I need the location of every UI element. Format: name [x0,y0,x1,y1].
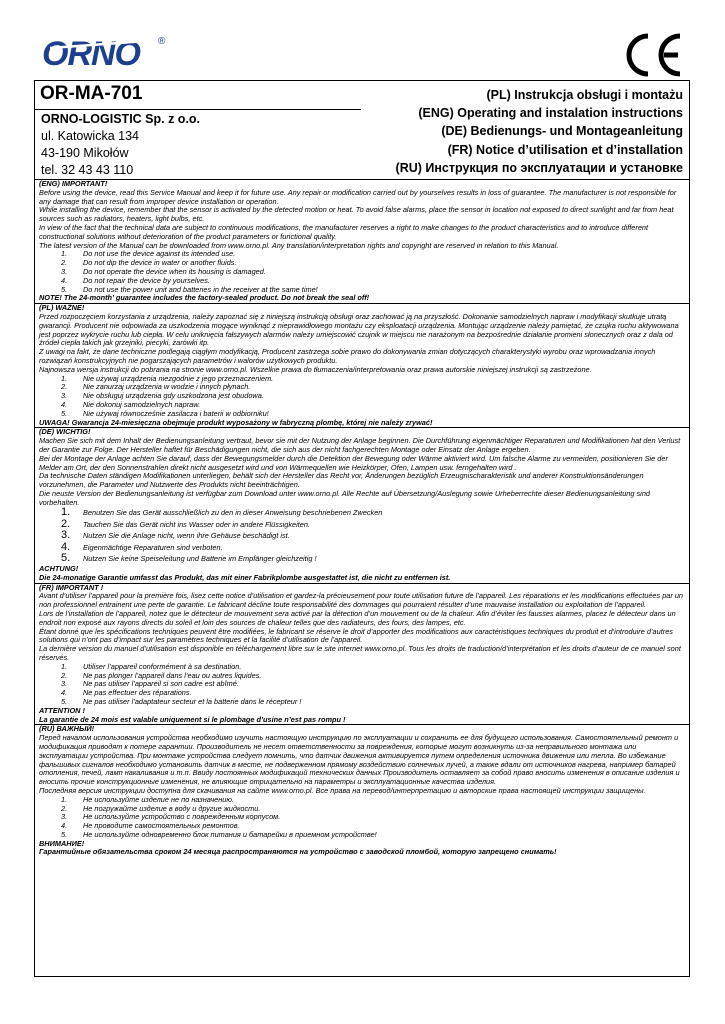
warranty-note: La garantie de 24 mois est valable uniquement si le plombage d’usine n’est pas rompu ! [39,714,346,724]
list-item: 1. Utiliser l’appareil conformément à sa destination. [61,661,242,671]
list-item: 5. Do not use the power unit and batteries in the receiver at the same time! [61,284,318,294]
list-item: 3. Nutzen Sie die Anlage nicht, wenn ihre Gehäuse beschädigt ist. [61,529,290,542]
title-de: (DE) Bedienungs- und Montageanleitung [441,124,683,139]
list-item: 5. Nutzen Sie keine Speiseleitung und Batterie im Empfänger gleichzeitig ! [61,552,317,565]
list-item: 3. Не используйте устройство с поврежденным корпусом. [61,812,281,822]
list-item: 5. Nie używaj równocześnie zasilacza i baterii w odbiorniku! [61,408,269,418]
list-item: 4. Nie dokonuj samodzielnych napraw. [61,399,201,409]
section-pl [35,304,689,428]
paragraph: Przed rozpoczęciem korzystania z urządzenia, należy zapoznać się z niniejszą instrukcją obsługi oraz zachować ją na przyszłość. Dokonanie samodzielnych napraw i modyfikacji skutkuje utratą gwarancji. Producent nie odpowiada za uszkodzenia mogące wyniknąć z nieprawidłowego montażu czy eksploatacji urządzenia. Montując urządzenie należy pamiętać, że czujka ruchu aktywowana jest poprzez wykrycie ruchu lub ciepła. W celu uniknięcia fałszywych alarmów należy umiejscowić czujnik w miejscu nie narażonym na bezpośrednie działanie promieni słonecznych oraz z dala od źródeł ciepła takich jak grzejniki, piecyki, żarówki itp. [39,311,679,348]
list-item: 3. Nie obsługuj urządzenia gdy uszkodzona jest obudowa. [61,391,264,401]
warranty-note: Гарантийные обязательства сроком 24 месяца распространяются на устройство с заводской пломбой, которую запрещено снимать! [39,847,557,857]
model-number: OR-MA-701 [40,83,143,104]
paragraph: Z uwagi na fakt, że dane techniczne podlegają ciągłym modyfikacją, Producent zastrzega sobie prawo do dokonywania zmian dotyczących charakterystyki wyrobu oraz wprowadzania innych rozwiązań konstrukcyjnych nie pogarszających parametrów i walorów użytkowych produktu. [39,347,656,365]
section-heading: (DE) WICHTIG! [39,427,91,437]
paragraph: Перед началом использования устройства необходимо изучить настоящую инструкцию по эксплуатации и сохранить ее для будущего использования. Самостоятельный ремонт и модификация приводят к потере гарантии. Производитель не несет ответственности за повреждения, которые могут возникнуть из-за неправильного монтажа или эксплуатации устройства. При монтаже устройства следует помнить, что датчик движения активируется путем определения источника движения или тепла. Во избежание фальшивых сигналов необходимо установить датчик в месте, не подверженном прямому воздействию солнечных лучей, а также вдали от источников нагрева, например батарей отопления, печей, ламп накаливания и т.п. Ввиду постоянных модификаций технических данных Производитель оставляет за собой право вносить изменения в описание изделия и вносить прочие конструкционные изменения, не влияющие отрицательно на параметры и эксплуатационные качества изделия. [39,733,680,787]
logo-text: ORNO [42,35,140,70]
orno-logo [40,34,170,70]
manual-titles [396,86,683,177]
list-item: 4. Do not repair the device by yourselves. [61,275,210,285]
section-heading: (PL) WAŻNE! [39,303,85,313]
paragraph: Lors de l’installation de l’appareil, notez que le détecteur de mouvement sera activé par la détection d’un mouvement ou de la chaleur. Afin d’éviter les fausses alarmes, placez le détecteur dans un endroit non exposé aux rayons directs du soleil et loin des sources de chaleur telles que des radiateurs, des fours, des lampes, etc. [39,608,676,627]
title-pl: (PL) Instrukcja obsługi i montażu [486,88,683,102]
list-item: 2. Ne pas plonger l’appareil dans l’eau ou autres liquides. [61,670,262,680]
warning-heading: ATTENTION ! [39,705,85,715]
list-item: 4. Eigenmächtige Reparaturen sind verboten. [61,540,223,553]
company-name: ORNO-LOGISTIC Sp. z o.o. [41,112,201,126]
section-eng [35,180,689,304]
list-item: 5. Ne pas utiliser l’adaptateur secteur et la batterie dans le récepteur ! [61,696,302,706]
title-eng: (ENG) Operating and instalation instructions [418,106,683,121]
warranty-note: UWAGA! Gwarancja 24-miesięczna obejmuje produkt wyposażony w fabryczną plombę, której nie należy zrywać! [39,417,433,427]
ce-mark-icon [618,32,688,78]
section-ru [35,725,689,857]
paragraph: Étant donné que les spécifications techniques peuvent être modifiées, le fabricant se réserve le droit d’apporter des modifications aux caractéristiques techniques du produit et d’introduire d’autres solutions qui n’ont pas d’impact sur les paramètres techniques et la facilité d’utilisation de l’appareil. [39,626,673,645]
warning-heading: ВНИМАНИЕ! [39,838,85,848]
list-item: 3. Ne pas utiliser l’appareil si son cadre est abîmé. [61,679,239,689]
warning-heading: ACHTUNG! [39,563,79,573]
list-item: 2. Не погружайте изделие в воду и другие жидкости. [61,803,261,813]
list-item: 2. Nie zanurzaj urządzenia w wodzie i innych płynach. [61,382,251,392]
rules-list [39,663,685,707]
list-item: 4. Не проводите самостоятельных ремонтов. [61,821,240,831]
list-item: 1. Nie używaj urządzenia niezgodnie z jego przeznaczeniem. [61,373,274,383]
company-phone: tel. 32 43 43 110 [41,163,134,177]
list-item: 4. Ne pas effectuer des réparations. [61,688,192,698]
rules-list [39,250,685,294]
section-fr [35,584,689,726]
section-heading: (RU) ВАЖНЫЙ! [39,724,95,734]
title-fr: (FR) Notice d’utilisation et d’installation [447,142,683,157]
rules-list [39,507,685,565]
list-item: 2. Do not dip the device in water or another fluids. [61,258,237,268]
section-heading: (ENG) IMPORTANT! [39,179,108,188]
paragraph: The latest version of the Manual can be downloaded from www.orno.pl. Any translation/interpretation rights and copyright are reserved in relation to this Manual. [39,240,559,250]
rules-list [39,375,685,419]
header-box [34,80,690,180]
paragraph: Bei der Montage der Anlage achten Sie darauf, dass der Bewegungsmelder durch die Detektion der Bewegung oder Wärme aktiviert wird. Um falsche Alarme zu vermeiden, positionieren Sie der Melder am Ort, der den Sonnenstrahlen direkt nicht ausgesetzt wird und von Wärmequellen wie Heizkörper, Öfen, Lampen usw. ferngehalten wird . [39,453,668,472]
paragraph: Machen Sie sich mit dem Inhalt der Bedienungsanleitung vertraut, bevor sie mit der Nutzung der Anlage beginnen. Die Durchführung eigenmächtiger Reparaturen und Modifikationen hat den Verlust der Garantie zur Folge. Der Hersteller haftet für Beschädigungen nicht, die sich aus der nicht fachgerechten Montage oder Einsatz der Anlage ergeben. [39,436,681,454]
section-de [35,428,689,583]
registered-mark: ® [158,36,166,47]
company-city: 43-190 Mikołów [41,146,129,160]
paragraph: In view of the fact that the technical data are subject to continuous modifications, the manufacturer reserves a right to make changes to the product characteristics and to introduce different constructional solutions without deterioration of the product parameters or functional quality. [39,222,649,241]
list-item: 2. Tauchen Sie das Gerät nicht ins Wasser oder in andere Flüssigkeiten. [61,517,310,530]
list-item: 5. Не используйте одновременно блок питания и батарейки в приемном устройстве! [61,829,377,839]
rules-list [39,796,685,840]
paragraph: Die neuste Version der Bedienungsanleitung ist verfügbar zum Download unter www.orno.pl. Alle Rechte auf Übersetzung/Auslegung sowie Urheberrechte dieser Bedienungsanleitung sind vorbehalten. [39,488,650,507]
instructions-body [34,180,690,977]
list-item: 1. Benutzen Sie das Gerät ausschließlich zu den in dieser Anweisung beschriebenen Zwecken [61,506,383,519]
warranty-note: Die 24-monatige Garantie umfasst das Produkt, das mit einer Fabrikplombe ausgestattet ist, die nicht zu entfernen ist. [39,572,451,582]
section-heading: (FR) IMPORTANT ! [39,582,104,592]
list-item: 3. Do not operate the device when its housing is damaged. [61,266,266,276]
title-ru: (RU) Инструкция по эксплуатации и установке [395,160,683,175]
paragraph: La dernière version du manuel d’utilisation est disponible en téléchargement libre sur le site internet www.orno.pl. Tous les droits de traduction/d’interprétation et les droits d’auteur de ce manuel sont réservés. [39,644,681,662]
paragraph: Avant d’utiliser l’appareil pour la première fois, lisez cette notice d’utilisation et gardez-la précieusement pour toute utilisation future de l’appareil. Les réparations et les modifications effectuées par un non professionnel entrainent une perte de garantie. Le fabricant décline toute responsabilité des dommages qui pourraient résulter d’une mauvaise installation ou exploitation de l’appareil. [39,591,684,610]
list-item: 1. Не используйте изделие не по назначению. [61,794,234,804]
paragraph: Najnowsza wersja instrukcji do pobrania na stronie www.orno.pl. Wszelkie prawa do tłumaczenia/interpretowania oraz prawa autorskie niniejszej instrukcji są zastrzeżone. [39,364,592,374]
warranty-note: NOTE! The 24-month’ guarantee includes the factory-sealed product. Do not break the seal off! [39,293,370,303]
paragraph: Da technische Daten ständigen Modifikationen unterliegen, behält sich der Hersteller das Recht vor, Änderungen bezüglich Erzeugnischarakteristik und anderer Konstruktionsänderungen vorzunehmen, die Parameter und Nutzwerte des Produkts nicht beeinträchtigen. [39,471,644,490]
company-street: ul. Katowicka 134 [41,129,139,143]
list-item: 1. Do not use the device against its intended use. [61,249,236,259]
paragraph: Последняя версия инструкции доступна для скачивания на сайте www.orno.pl. Все права на перевод/интерпретацию и авторские права настоящей инструкции защищены. [39,785,646,795]
paragraph: While installing the device, remember that the sensor is activated by the detected motion or heat. To avoid false alarms, place the sensor in location not exposed to direct sunlight and far from heat sources such as radiators, heaters, light bulbs, etc. [39,205,674,224]
paragraph: Before using the device, read this Service Manual and keep it for future use. Any repair or modification carried out by yourselves results in loss of guarantee. The manufacturer is not responsible for any damage that can result from improper device installation or operation. [39,187,677,206]
